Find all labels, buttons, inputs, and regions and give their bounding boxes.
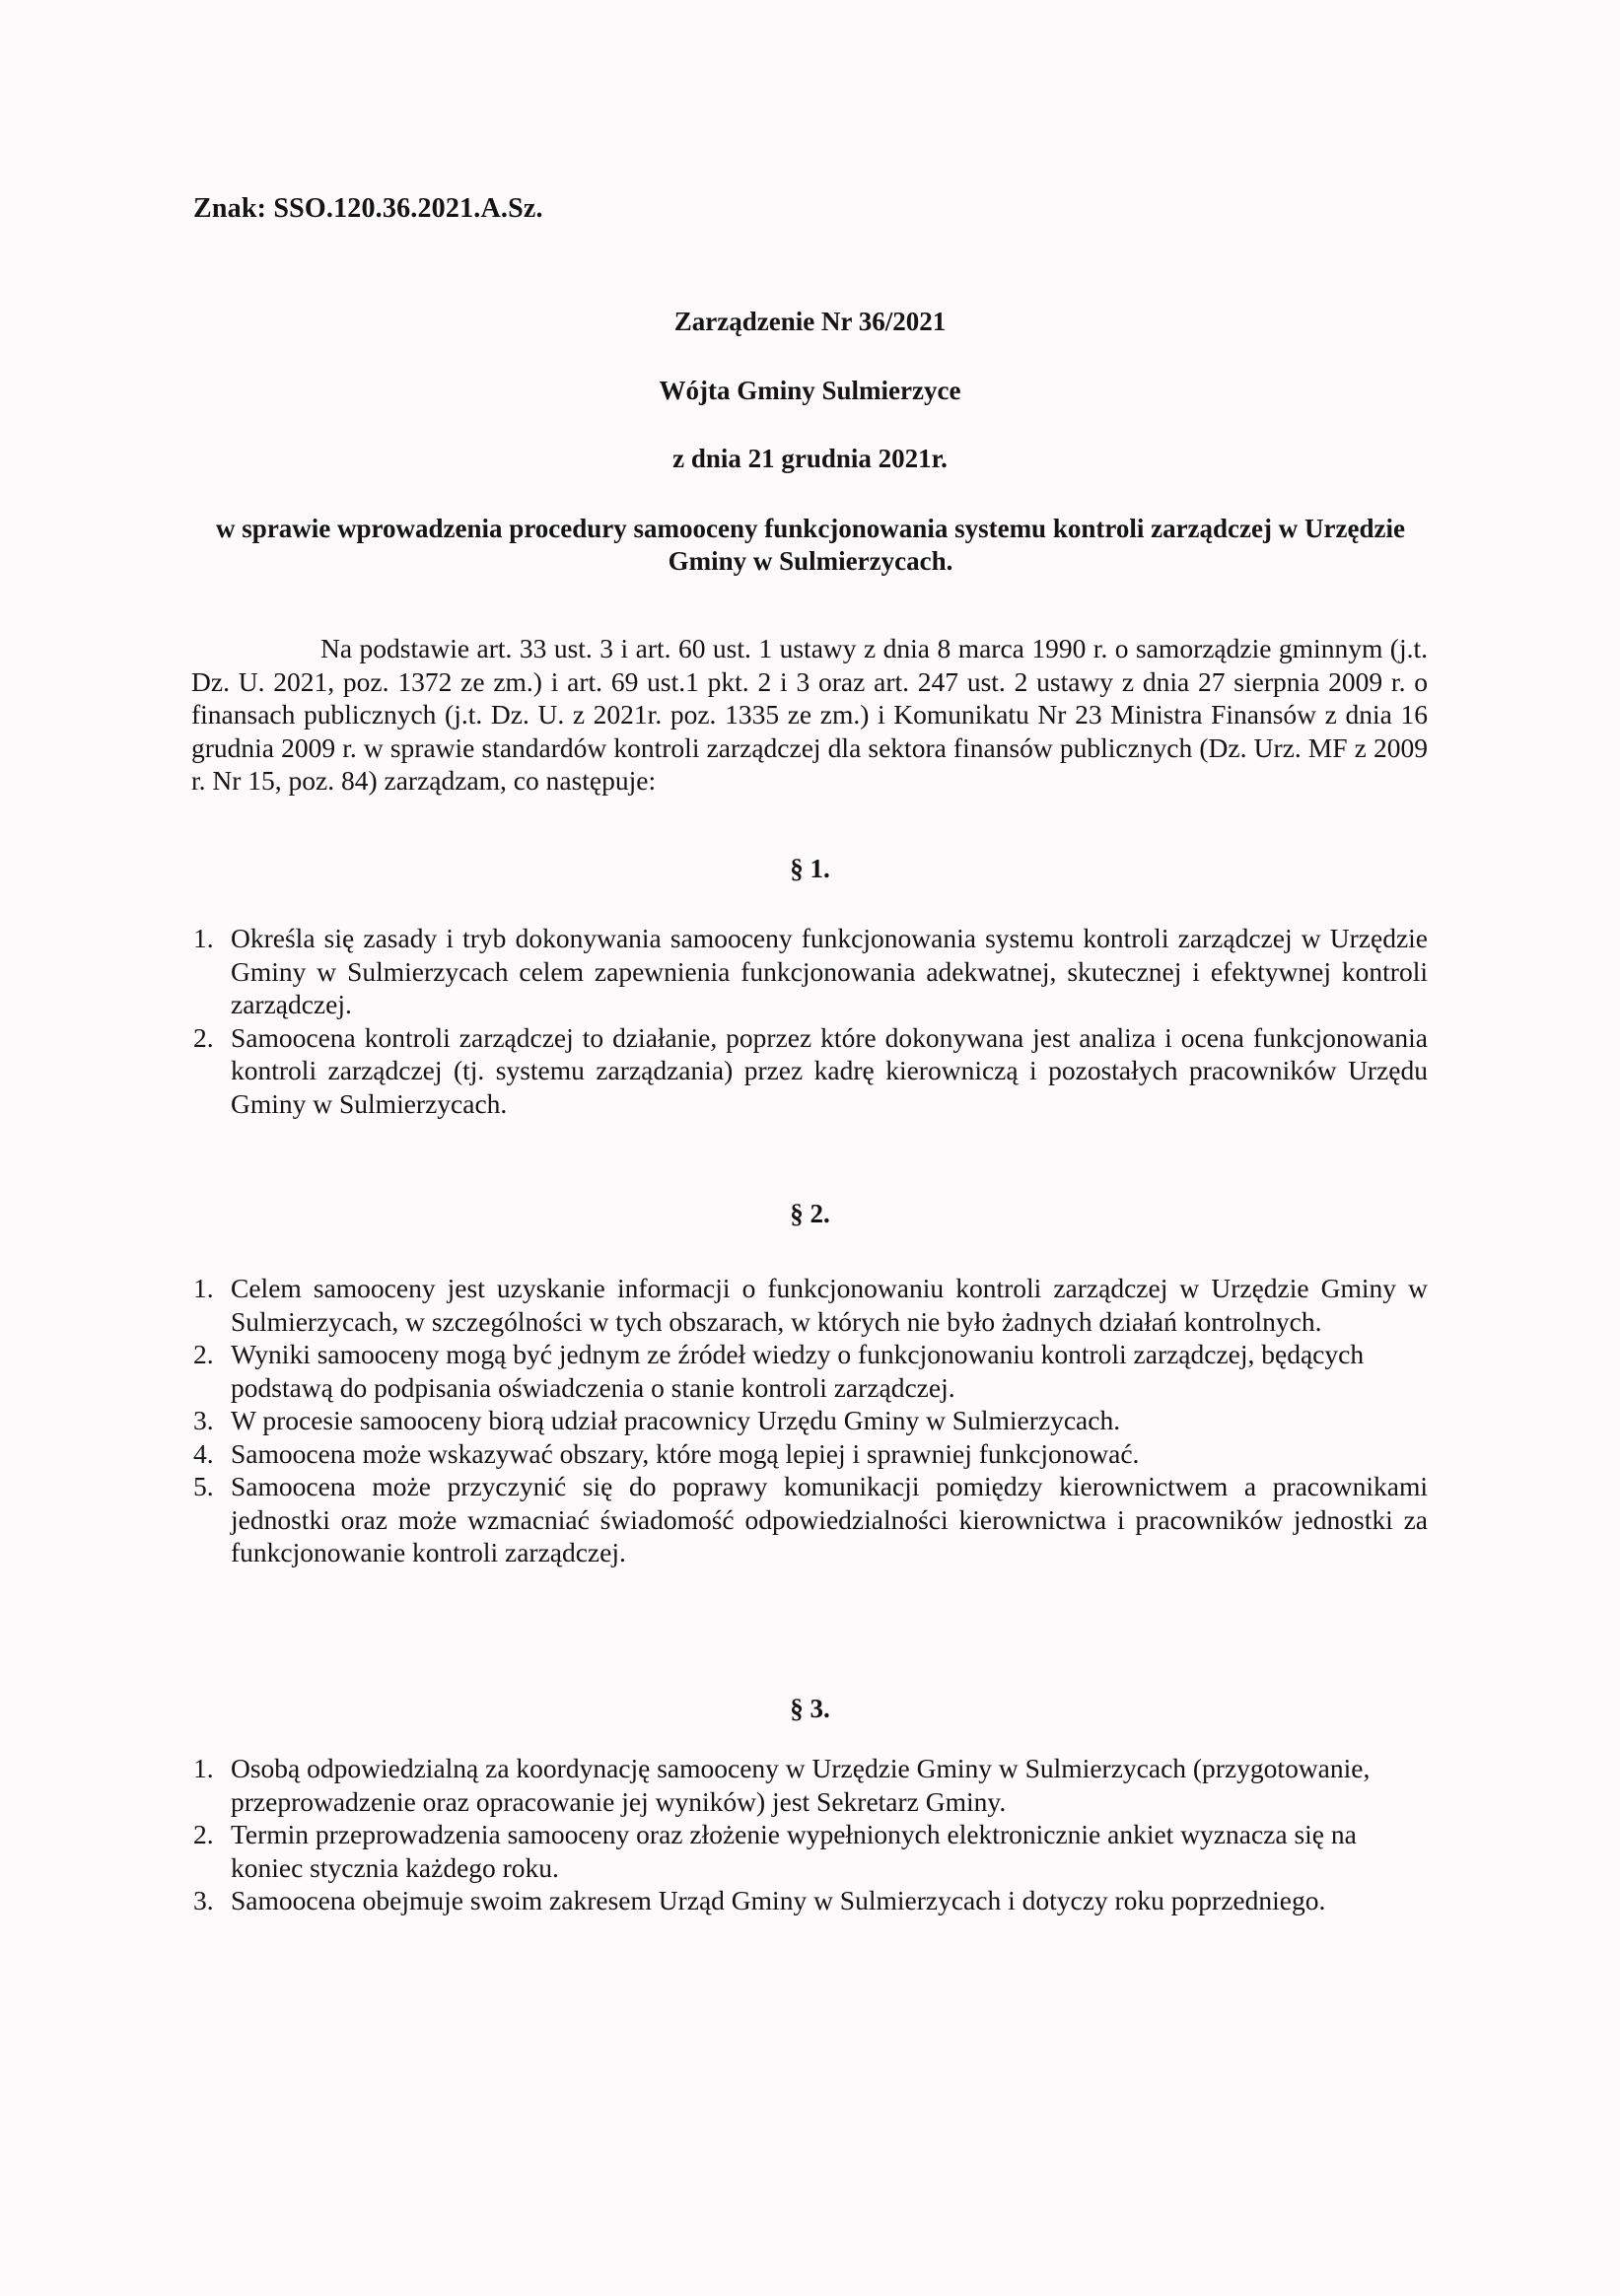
list-item	[191, 1437, 1428, 1471]
list-item	[191, 1338, 1428, 1404]
ordinance-issuer: Wójta Gminy Sulmierzyce	[659, 376, 961, 405]
section-3-list	[191, 1752, 1428, 1917]
item-text: Samoocena może wskazywać obszary, które mogą lepiej i sprawniej funkcjonować.	[231, 1437, 1140, 1469]
list-item	[191, 1404, 1428, 1437]
list-item	[191, 1470, 1428, 1569]
item-text: Samoocena kontroli zarządczej to działanie, poprzez które dokonywana jest analiza i ocena funkcjonowania kontroli zarządczej (tj. systemu zarządzania) przez kadrę kierowniczą i pozostałych pracowników Urzędu Gminy w Sulmierzycach.	[231, 1021, 1428, 1119]
list-item	[191, 1818, 1428, 1884]
item-number: 2.	[193, 1021, 214, 1053]
list-item	[191, 922, 1428, 1021]
item-number: 2.	[193, 1819, 214, 1849]
item-number: 3.	[193, 1885, 214, 1915]
item-text: Wyniki samooceny mogą być jednym ze źródeł wiedzy o funkcjonowaniu kontroli zarządczej, będących podstawą do podpisania oświadczenia o stanie kontroli zarządczej.	[231, 1339, 1365, 1403]
item-text: W procesie samooceny biorą udział pracownicy Urzędu Gminy w Sulmierzycach.	[231, 1405, 1121, 1435]
item-text: Samoocena może przyczynić się do poprawy komunikacji pomiędzy kierownictwem a pracownikami jednostki oraz może wzmacniać świadomość odpowiedzialności kierownictwa i pracowników jednostki za funkcjonowanie kontroli zarządczej.	[231, 1471, 1428, 1567]
reference-number: Znak: SSO.120.36.2021.A.Sz.	[193, 193, 543, 224]
item-number: 4.	[193, 1437, 214, 1469]
ordinance-date: z dnia 21 grudnia 2021r.	[672, 444, 948, 473]
ordinance-title: Zarządzenie Nr 36/2021	[673, 307, 947, 336]
item-text: Termin przeprowadzenia samooceny oraz złożenie wypełnionych elektronicznie ankiet wyznacza się na koniec stycznia każdego roku.	[231, 1819, 1357, 1883]
item-number: 2.	[193, 1339, 214, 1369]
item-text: Celem samooceny jest uzyskanie informacji o funkcjonowaniu kontroli zarządczej w Urzędzie Gminy w Sulmierzycach, w szczególności w tych obszarach, w których nie było żadnych działań kontrolnych.	[231, 1273, 1428, 1337]
item-number: 1.	[193, 1753, 214, 1783]
item-number: 1.	[193, 1273, 214, 1303]
list-item	[191, 1752, 1428, 1818]
section-heading-1: § 1.	[790, 854, 830, 883]
list-item	[191, 1884, 1428, 1917]
item-number: 3.	[193, 1405, 214, 1435]
item-text: Osobą odpowiedzialną za koordynację samooceny w Urzędzie Gminy w Sulmierzycach (przygotowanie, przeprowadzenie oraz opracowanie jej wyników) jest Sekretarz Gminy.	[231, 1753, 1371, 1817]
list-item	[191, 1272, 1428, 1338]
section-heading-3: § 3.	[790, 1694, 830, 1723]
section-heading-2: § 2.	[790, 1199, 830, 1228]
section-2-list	[191, 1272, 1428, 1569]
list-item	[191, 1021, 1428, 1121]
legal-basis-preamble: Na podstawie art. 33 ust. 3 i art. 60 ust. 1 ustawy z dnia 8 marca 1990 r. o samorządzie gminnym (j.t. Dz. U. 2021, poz. 1372 ze zm.) i art. 69 ust.1 pkt. 2 i 3 oraz art. 247 ust. 2 ustawy z dnia 27 sierpnia 2009 r. o finansach publicznych (j.t. Dz. U. z 2021r. poz. 1335 ze zm.) i Komunikatu Nr 23 Ministra Finansów z dnia 16 grudnia 2009 r. w sprawie standardów kontroli zarządczej dla sektora finansów publicznych (Dz. Urz. MF z 2009 r. Nr 15, poz. 84) zarządzam, co następuje:	[191, 633, 1428, 796]
item-number: 1.	[193, 923, 214, 953]
item-number: 5.	[193, 1471, 214, 1501]
ordinance-subject: w sprawie wprowadzenia procedury samooceny funkcjonowania systemu kontroli zarządczej w Urzędzie Gminy w Sulmierzycach.	[216, 514, 1405, 576]
item-text: Określa się zasady i tryb dokonywania samooceny funkcjonowania systemu kontroli zarządczej w Urzędzie Gminy w Sulmierzycach celem zapewnienia funkcjonowania adekwatnej, skutecznej i efektywnej kontroli zarządczej.	[231, 923, 1428, 1019]
section-1-list	[191, 922, 1428, 1120]
item-text: Samoocena obejmuje swoim zakresem Urząd Gminy w Sulmierzycach i dotyczy roku poprzedniego.	[231, 1885, 1326, 1915]
